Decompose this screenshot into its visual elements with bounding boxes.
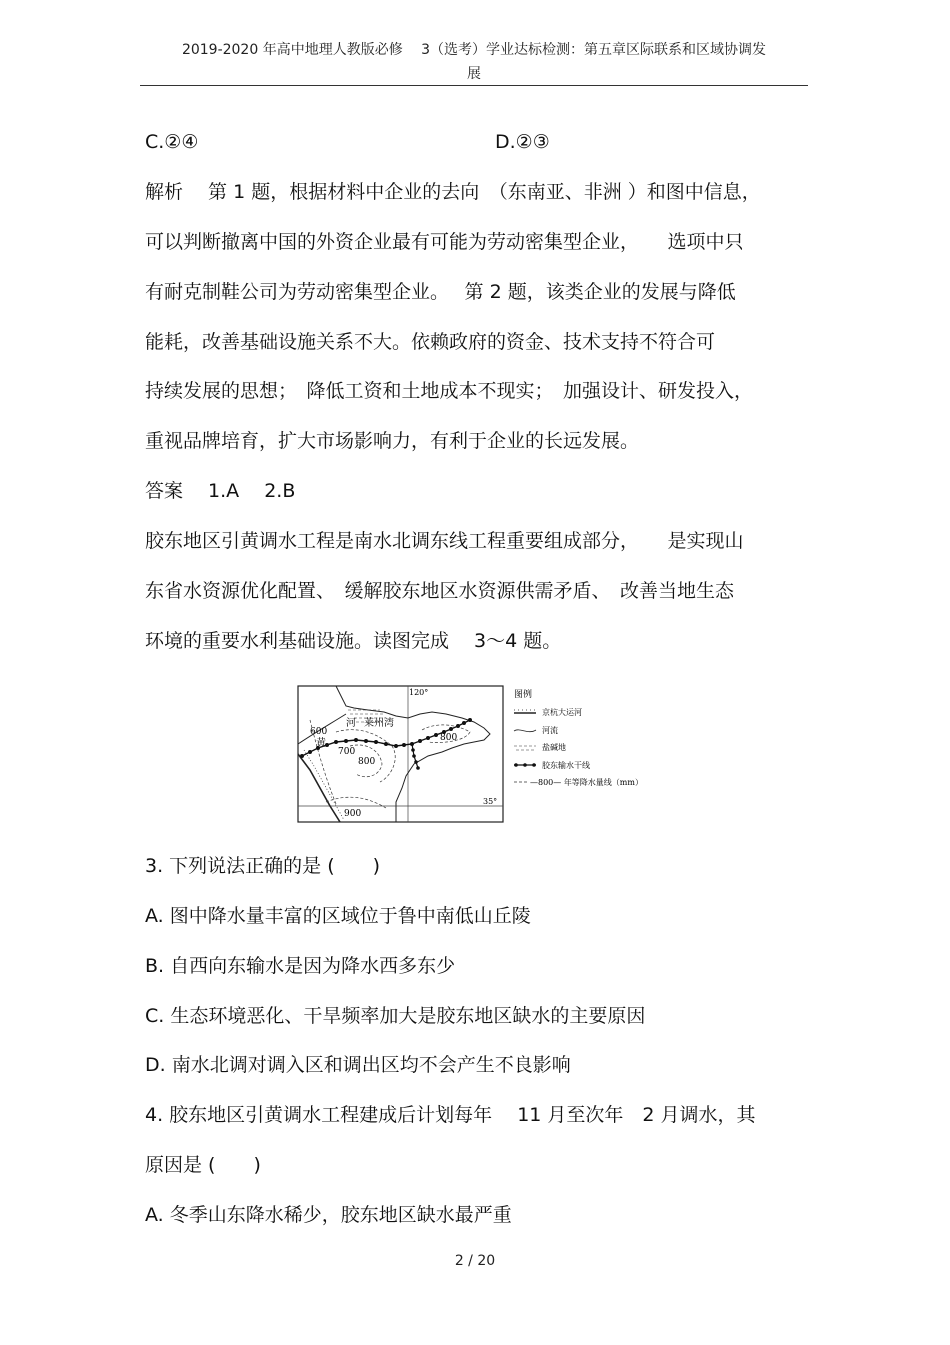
header-title-line1: 2019-2020 年高中地理人教版必修 3（选考）学业达标检测：第五章区际联系和区域协调发 <box>181 42 767 58</box>
q3-option-b: B. 自西向东输水是因为降水西多东少 <box>145 955 456 977</box>
option-d: D.②③ <box>495 131 550 153</box>
analysis-line: 解析 第 1 题，根据材料中企业的去向 （东南亚、非洲 ）和图中信息， <box>145 181 761 203</box>
grand-canal <box>298 754 340 822</box>
legend-river: 河流 <box>542 726 558 735</box>
option-c: C.②④ <box>145 131 199 153</box>
isohyet-700: 700 <box>338 747 356 757</box>
q3-option-c: C. 生态环境恶化、干旱频率加大是胶东地区缺水的主要原因 <box>145 1005 646 1027</box>
legend-grand-canal: 京杭大运河 <box>542 708 582 717</box>
coastline <box>336 686 490 822</box>
analysis-line: 持续发展的思想； 降低工资和土地成本不现实； 加强设计、研发投入， <box>145 380 754 402</box>
map-frame <box>298 686 503 822</box>
isohyet-800-east: 800 <box>440 733 458 743</box>
legend-saline: 盐碱地 <box>542 743 566 752</box>
label-he: 河 <box>346 718 356 729</box>
lat-label: 35° <box>483 797 498 806</box>
analysis-line: 能耗，改善基础设施关系不大。依赖政府的资金、技术支持不符合可 <box>145 331 716 353</box>
q4-stem-line1: 4. 胶东地区引黄调水工程建成后计划每年 11 月至次年 2 月调水，其 <box>145 1104 756 1126</box>
q4-stem-line2: 原因是 ( ) <box>145 1154 261 1176</box>
isohyet-600: 600 <box>310 727 328 737</box>
label-huang: 黄 <box>316 738 326 749</box>
passage-line: 环境的重要水利基础设施。读图完成 3～4 题。 <box>145 630 562 652</box>
analysis-line: 可以判断撤离中国的外资企业最有可能为劳动密集型企业， 选项中只 <box>145 231 744 253</box>
water-diversion-map <box>296 684 656 826</box>
map-legend <box>514 688 643 787</box>
legend-title: 图例 <box>514 690 533 700</box>
q3-option-a: A. 图中降水量丰富的区域位于鲁中南低山丘陵 <box>145 905 531 927</box>
analysis-line: 有耐克制鞋公司为劳动密集型企业。 第 2 题，该类企业的发展与降低 <box>145 281 736 303</box>
label-laizhou-bay: 莱州湾 <box>364 718 394 729</box>
legend-aqueduct: 胶东输水干线 <box>542 761 590 770</box>
q4-option-a: A. 冬季山东降水稀少，胶东地区缺水最严重 <box>145 1204 512 1226</box>
legend-isohyet: —800— 年等降水量线（mm） <box>530 778 643 787</box>
grand-canal-ticks <box>304 750 344 820</box>
analysis-line: 重视品牌培育，扩大市场影响力，有利于企业的长远发展。 <box>145 430 640 452</box>
lon-label: 120° <box>409 688 429 697</box>
q3-stem: 3. 下列说法正确的是 ( ) <box>145 855 381 877</box>
header-title-line2: 展 <box>467 66 481 82</box>
isohyet-800-west: 800 <box>358 757 376 767</box>
passage-line: 胶东地区引黄调水工程是南水北调东线工程重要组成部分， 是实现山 <box>145 530 744 552</box>
header-divider <box>140 85 808 86</box>
q3-option-d: D. 南水北调对调入区和调出区均不会产生不良影响 <box>145 1054 571 1076</box>
isohyet-900: 900 <box>344 809 362 819</box>
page-number: 2 / 20 <box>454 1253 496 1269</box>
page-header <box>140 38 808 86</box>
answer-line: 答案 1.A 2.B <box>145 480 296 502</box>
passage-line: 东省水资源优化配置、 缓解胶东地区水资源供需矛盾、 改善当地生态 <box>145 580 735 602</box>
